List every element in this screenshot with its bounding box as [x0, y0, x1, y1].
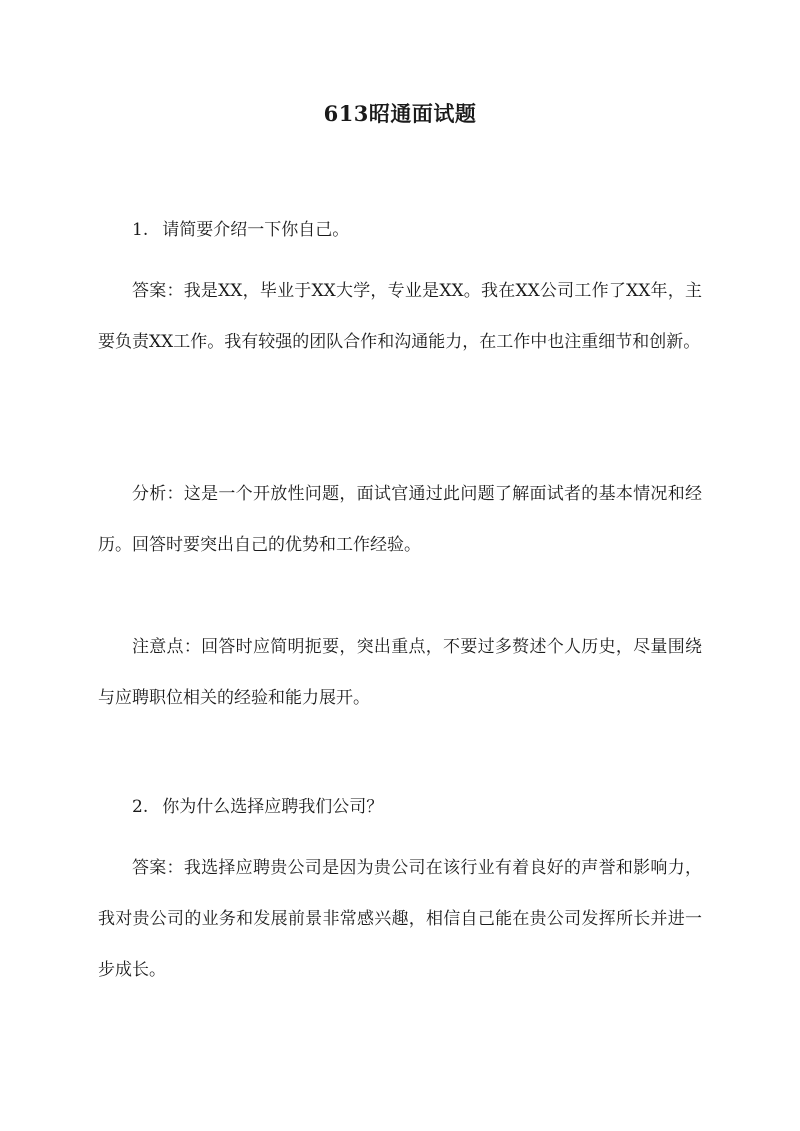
question-1-text: 请简要介绍一下你自己。 — [162, 220, 350, 240]
analysis-1: 分析：这是一个开放性问题，面试官通过此问题了解面试者的基本情况和经历。回答时要突出自己的优势和工作经验。 — [98, 484, 702, 555]
question-2-text: 你为什么选择应聘我们公司？ — [162, 797, 384, 817]
question-2-number: 2. — [132, 797, 149, 817]
question-1 — [132, 205, 702, 256]
question-1-number: 1. — [132, 220, 149, 240]
answer-2: 答案：我选择应聘贵公司是因为贵公司在该行业有着良好的声誉和影响力，我对贵公司的业务和发展前景非常感兴趣，相信自己能在贵公司发挥所长并进一步成长。 — [98, 858, 702, 980]
answer-1: 答案：我是XX，毕业于XX大学，专业是XX。我在XX公司工作了XX年，主要负责XX工作。我有较强的团队合作和沟通能力，在工作中也注重细节和创新。 — [98, 281, 702, 352]
question-2 — [132, 782, 702, 833]
document-title: 613昭通面试题 — [323, 101, 477, 126]
notes-1: 注意点：回答时应简明扼要，突出重点，不要过多赘述个人历史，尽量围绕与应聘职位相关的经验和能力展开。 — [98, 637, 702, 708]
